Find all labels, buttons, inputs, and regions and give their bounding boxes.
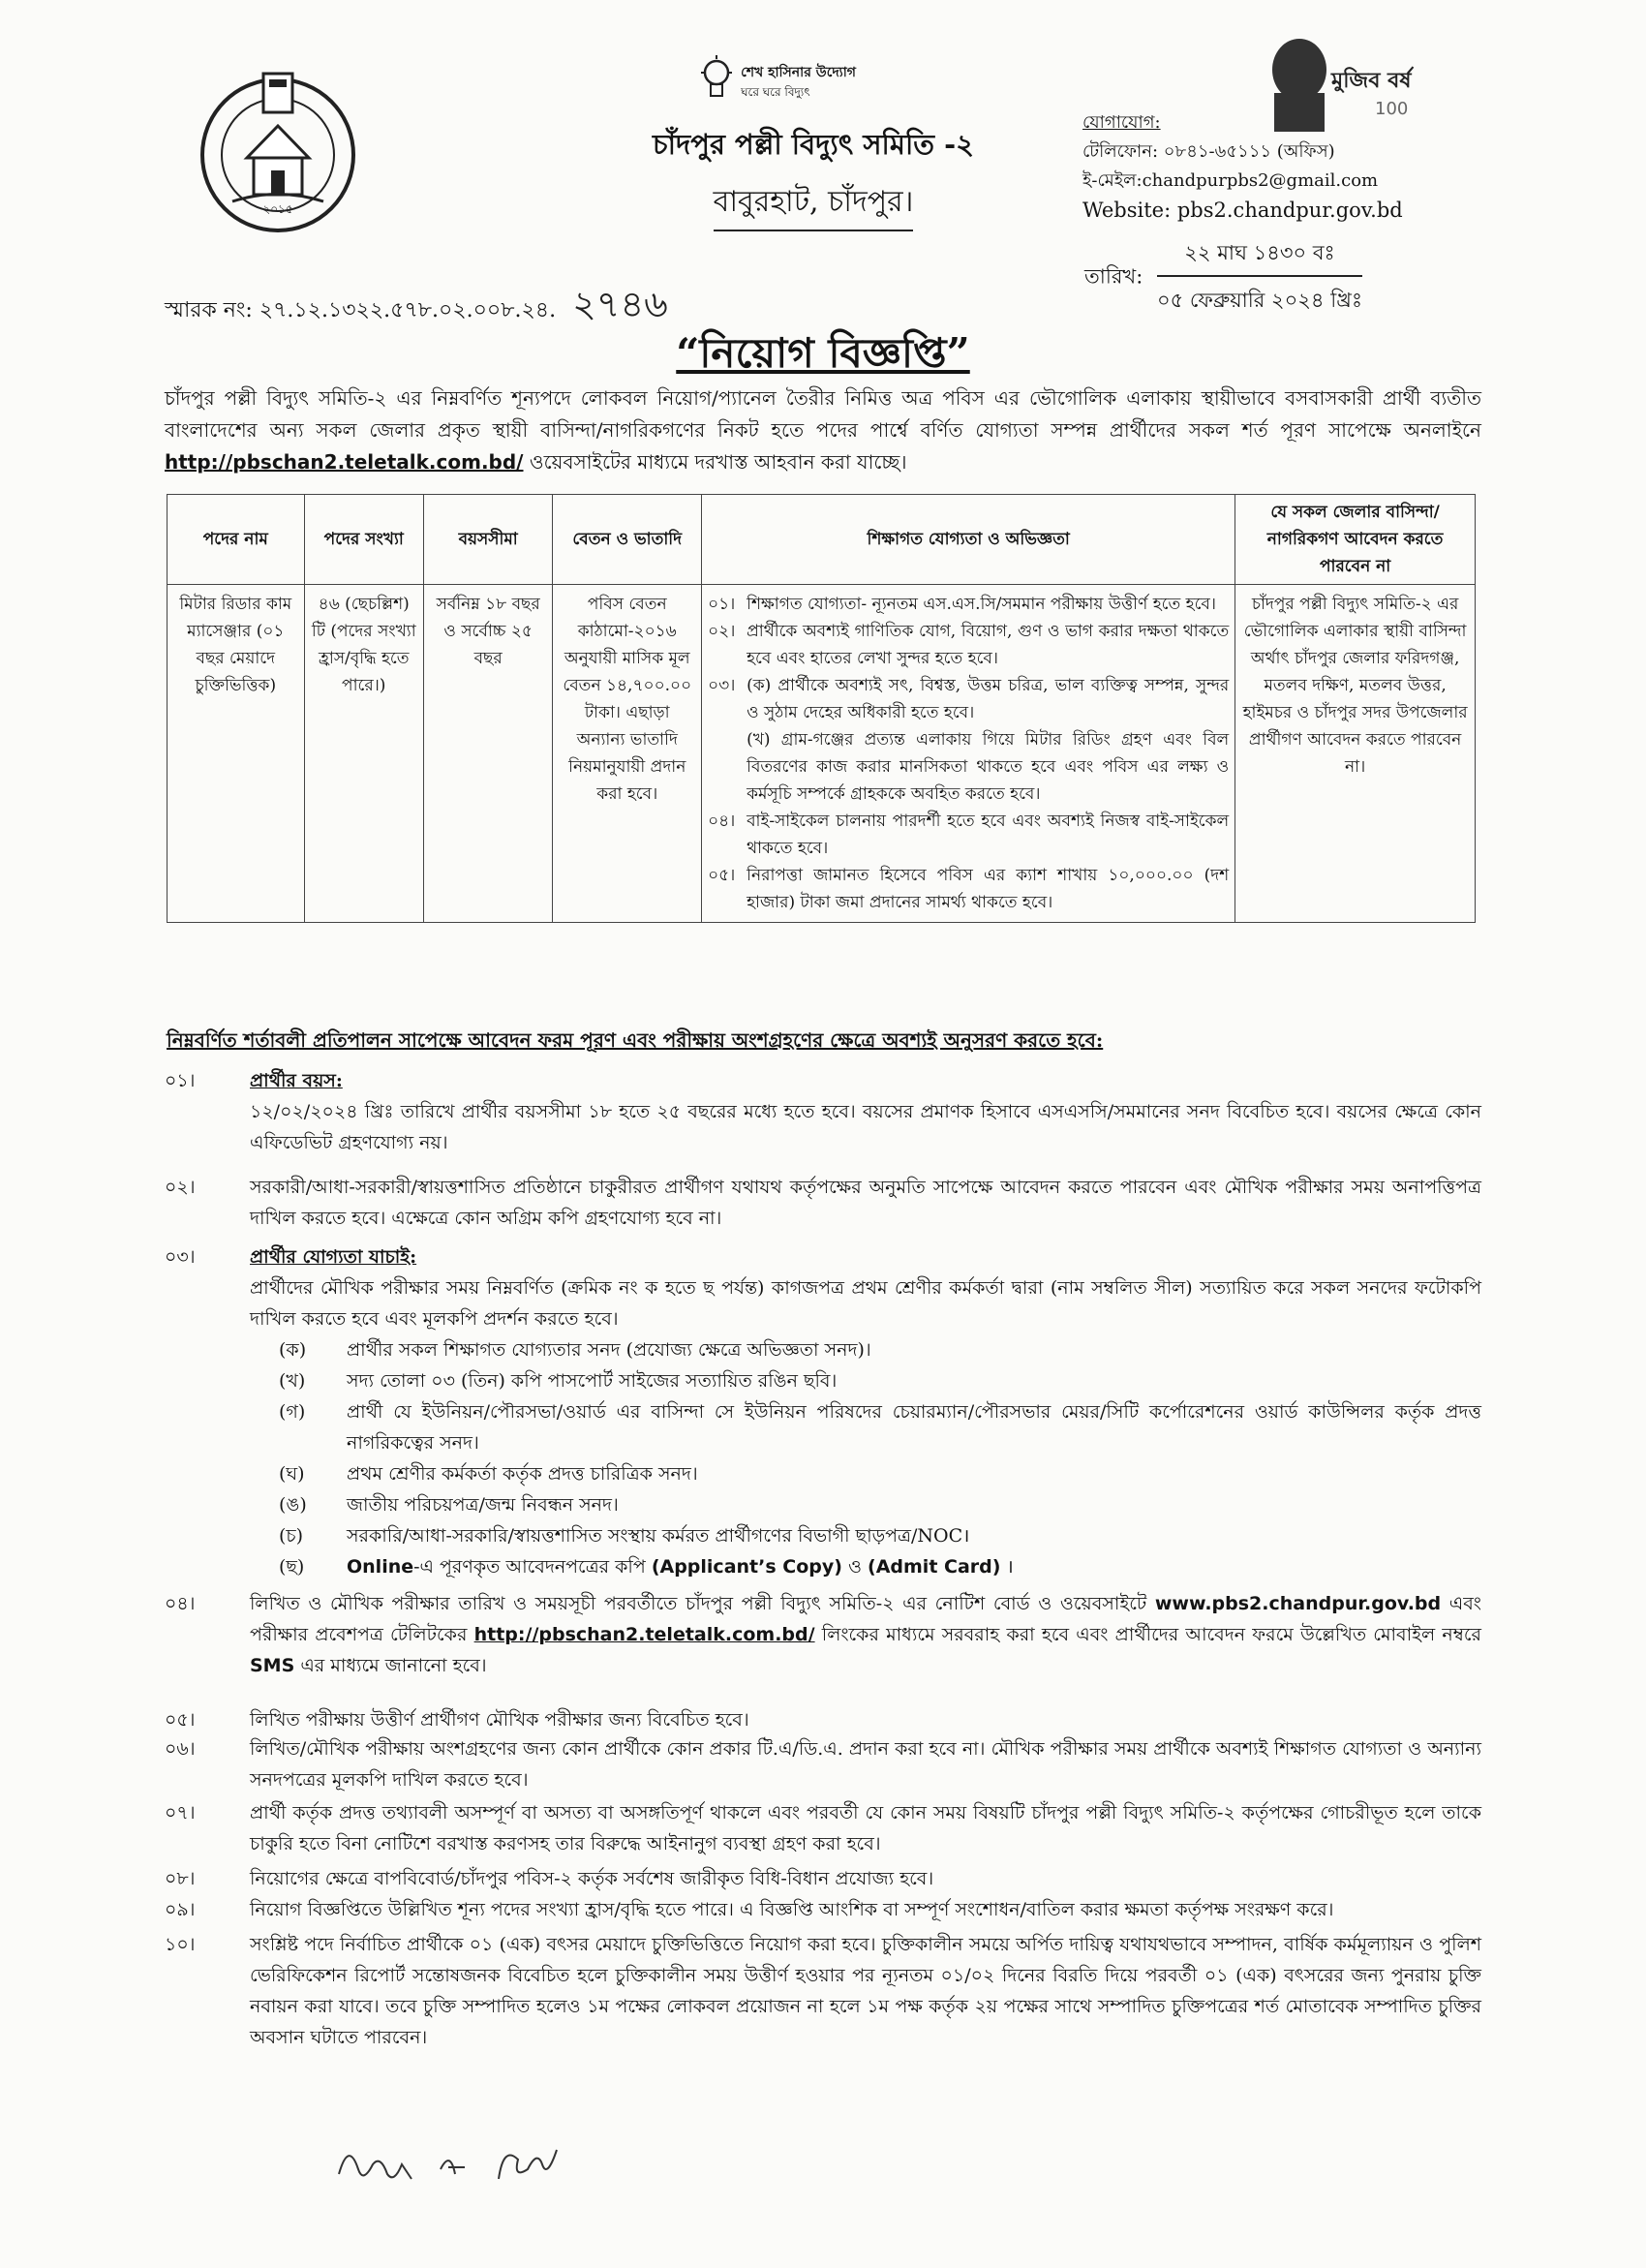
condition-number: ০৬। [165,1738,196,1760]
header-qualification: শিক্ষাগত যোগ্যতা ও অভিজ্ঞতা [702,495,1235,585]
intro-paragraph [165,383,1481,478]
qualification-text: (খ) গ্রাম-গঞ্জের প্রত্যন্ত এলাকায় গিয়ে মিটার রিডিং গ্রহণ এবং বিল বিতরণের কাজ করার মানসিকতা থাকতে হবে এবং পবিস এর লক্ষ্য ও কর্মসূচি সম্পর্কে গ্রাহককে অবহিত করতে হবে। [747,730,1230,804]
condition-heading: প্রার্থীর বয়স: [250,1070,343,1091]
condition-text: ১২/০২/২০২৪ খ্রিঃ তারিখে প্রার্থীর বয়সসীমা ১৮ হতে ২৫ বছরের মধ্যে হতে হবে। বয়সের প্রমাণক হিসাবে এসএসসি/সমমানের সনদ বিবেচিত হবে। বয়সের ক্ষেত্রে কোন এফিডেভিট গ্রহণযোগ্য নয়। [250,1101,1481,1153]
email[interactable]: ই-মেইল:chandpurpbs2@gmail.com [1082,170,1379,191]
item-letter: (ক) [279,1339,307,1361]
condition-1 [165,1065,1481,1158]
sms-label: SMS [250,1655,295,1676]
qualification-text: (ক) প্রার্থীকে অবশ্যই সৎ, বিশ্বস্ত, উত্তম চরিত্র, ভাল ব্যক্তিত্ব সম্পন্ন, সুন্দর ও সুঠাম দেহের অধিকারী হতে হবে। [747,676,1230,722]
cell-qualifications [702,585,1235,923]
header-age: বয়সসীমা [423,495,552,585]
qualification-item [708,862,1229,916]
condition-text: লিংকের মাধ্যমে সরবরাহ করা হবে এবং প্রার্থীদের আবেদন ফরমে উল্লেখিত মোবাইল নম্বরে [821,1624,1481,1645]
document-item [279,1365,1481,1396]
date-label: তারিখ: [1084,264,1143,289]
condition-5 [165,1704,1481,1735]
website[interactable]: Website: pbs2.chandpur.gov.bd [1082,199,1403,222]
cell-salary: পবিস বেতন কাঠামো-২০১৬ অনুযায়ী মাসিক মূল বেতন ১৪,৭০০.০০ টাকা। এছাড়া অন্যান্য ভাতাদি নিয়মানুযায়ী প্রদান করা হবে। [553,585,702,923]
condition-text: এবং পরীক্ষার প্রবেশপত্র টেলিটকের [250,1593,1481,1645]
qualification-num: ০৫। [708,866,736,885]
condition-number: ০৮। [165,1868,196,1889]
conditions-heading: নিম্নবর্ণিত শর্তাবলী প্রতিপালন সাপেক্ষে আবেদন ফরম পূরণ এবং পরীক্ষায় অংশগ্রহণের ক্ষেত্রে অবশ্যই অনুসরণ করতে হবে: [167,1028,1104,1052]
qualification-text: নিরাপত্তা জামানত হিসেবে পবিস এর ক্যাশ শাখায় ১০,০০০.০০ (দশ হাজার) টাকা জমা প্রদানের সামর্থ্য থাকতে হবে। [747,866,1230,912]
lightbulb-icon [697,53,736,111]
document-item [279,1520,1481,1551]
item-text: প্রার্থী যে ইউনিয়ন/পৌরসভা/ওয়ার্ড এর বাসিন্দা সে ইউনিয়ন পরিষদের চেয়ারম্যান/পৌরসভার মেয়র/সিটি কর্পোরেশনের ওয়ার্ড কাউন্সিলর কর্তৃক প্রদত্ত নাগরিকত্বের সনদ। [347,1401,1481,1454]
qualification-num [708,726,747,808]
teletalk-link[interactable]: http://pbschan2.teletalk.com.bd/ [473,1624,815,1645]
mujib-badge-text: মুজিব বর্ষ [1331,69,1412,93]
condition-text: সংশ্লিষ্ট পদে নির্বাচিত প্রার্থীকে ০১ (এক) বৎসর মেয়াদে চুক্তিভিত্তিতে নিয়োগ করা হবে। চুক্তিকালীন সময়ে অর্পিত দায়িত্ব যথাযথভাবে সম্পাদন, বার্ষিক কর্মমূল্যায়ন ও পুলিশ ভেরিফিকেশন রিপোর্ট সন্তোষজনক বিবেচিত হলে চুক্তিকালীন সময় উত্তীর্ণ হওয়ার পর ন্যূনতম ০১/০২ দিনের বিরতি দিয়ে পরবর্তী ০১ (এক) বৎসরের জন্য পুনরায় চুক্তি নবায়ন করা যাবে। তবে চুক্তি সম্পাদিত হলেও ১ম পক্ষের লোকবল প্রয়োজন না হলে ১ম পক্ষ কর্তৃক ২য় পক্ষের সাথে সম্পাদিত চুক্তিপত্রের শর্ত মোতাবেক সম্পাদিত চুক্তির অবসান ঘটাতে পারবেন। [250,1934,1481,2048]
item-letter: (গ) [279,1401,306,1423]
condition-heading: প্রার্থীর যোগ্যতা যাচাই: [250,1246,417,1268]
date-bangla: ২২ মাঘ ১৪৩০ বঃ [1157,237,1362,277]
item-letter: (ঙ) [279,1494,307,1516]
condition-text: প্রার্থী কর্তৃক প্রদত্ত তথ্যাবলী অসম্পূর্ণ বা অসত্য বা অসঙ্গতিপূর্ণ থাকলে এবং পরবর্তী যে কোন সময় বিষয়টি চাঁদপুর পল্লী বিদ্যুৎ সমিতি-২ কর্তৃপক্ষের গোচরীভূত হলে তাকে চাকুরি হতে বিনা নোটিশে বরখাস্ত করণসহ তার বিরুদ্ধে আইনানুগ ব্যবস্থা গ্রহণ করা হবে। [250,1802,1481,1854]
header-excluded: যে সকল জেলার বাসিন্দা/নাগরিকগণ আবেদন করতে পারবেন না [1235,495,1476,585]
application-link[interactable]: http://pbschan2.teletalk.com.bd/ [165,450,524,474]
condition-2 [165,1172,1481,1234]
item-conjunction: ও [847,1556,862,1578]
handwritten-signature [334,2130,586,2198]
qualification-item [708,726,1229,808]
condition-number: ০৭। [165,1802,196,1824]
document-item [279,1489,1481,1520]
date-block [1084,237,1362,319]
condition-text: নিয়োগের ক্ষেত্রে বাপবিবোর্ড/চাঁদপুর পবিস-২ কর্তৃক সর্বশেষ জারীকৃত বিধি-বিধান প্রযোজ্য হবে। [250,1868,934,1889]
qualification-num: ০৩। [708,676,736,695]
qualification-num: ০২। [708,622,736,641]
applicant-copy-label: (Applicant’s Copy) [651,1556,842,1578]
condition-7 [165,1797,1481,1859]
condition-8 [165,1863,1481,1894]
pbs-website-link[interactable]: www.pbs2.chandpur.gov.bd [1154,1593,1442,1614]
condition-number: ০২। [165,1177,196,1198]
online-label: Online [347,1556,414,1578]
organization-name: চাঁদপুর পল্লী বিদ্যুৎ সমিতি -২ [652,128,974,161]
item-text: প্রার্থীর সকল শিক্ষাগত যোগ্যতার সনদ (প্রযোজ্য ক্ষেত্রে অভিজ্ঞতা সনদ)। [347,1339,871,1361]
memo-number: ২৭৪৬ [572,283,668,325]
cell-post: মিটার রিডার কাম ম্যাসেঞ্জার (০১ বছর মেয়াদে চুক্তিভিত্তিক) [168,585,305,923]
item-letter: (খ) [279,1370,306,1392]
qualification-num: ০১। [708,595,736,614]
header-count: পদের সংখ্যা [304,495,423,585]
condition-text: লিখিত/মৌখিক পরীক্ষায় অংশগ্রহণের জন্য কোন প্রার্থীকে কোন প্রকার টি.এ/ডি.এ. প্রদান করা হবে না। মৌখিক পরীক্ষার সময় প্রার্থীকে অবশ্যই শিক্ষাগত যোগ্যতা ও অন্যান্য সনদপত্রের মূলকপি দাখিল করতে হবে। [250,1738,1481,1791]
qualification-text: বাই-সাইকেল চালনায় পারদর্শী হতে হবে এবং অবশ্যই নিজস্ব বাই-সাইকেল থাকতে হবে। [747,812,1230,858]
svg-text:100: 100 [1375,99,1409,119]
organization-address: বাবুরহাট, চাঁদপুর। [714,178,914,231]
condition-text: এর মাধ্যমে জানানো হবে। [300,1655,487,1676]
condition-number: ০৩। [165,1246,196,1268]
tagline: শেখ হাসিনার উদ্যোগ [741,65,856,80]
cell-count: ৪৬ (ছেচল্লিশ) টি (পদের সংখ্যা হ্রাস/বৃদ্ধি হতে পারে।) [304,585,423,923]
item-text: জাতীয় পরিচয়পত্র/জন্ম নিবন্ধন সনদ। [347,1494,619,1516]
item-text: প্রথম শ্রেণীর কর্মকর্তা কর্তৃক প্রদত্ত চারিত্রিক সনদ। [347,1463,698,1485]
qualification-text: প্রার্থীকে অবশ্যই গাণিতিক যোগ, বিয়োগ, গুণ ও ভাগ করার দক্ষতা থাকতে হবে এবং হাতের লেখা সুন্দর হতে হবে। [747,622,1230,668]
document-item [279,1334,1481,1365]
condition-text: প্রার্থীদের মৌখিক পরীক্ষার সময় নিম্নবর্ণিত (ক্রমিক নং ক হতে ছ পর্যন্ত) কাগজপত্র প্রথম শ্রেণীর কর্মকর্তা দ্বারা (নাম সম্বলিত সীল) সত্যায়িত করে সকল সনদের ফটোকপি দাখিল করতে হবে এবং মূলকপি প্রদর্শন করতে হবে। [250,1277,1481,1330]
condition-text: সরকারী/আধা-সরকারী/স্বায়ত্তশাসিত প্রতিষ্ঠানে চাকুরীরত প্রার্থীগণ যথাযথ কর্তৃপক্ষের অনুমতি সাপেক্ষে আবেদন করতে পারবেন এবং মৌখিক পরীক্ষার সময় অনাপত্তিপত্র দাখিল করতে হবে। এক্ষেত্রে কোন অগ্রিম কপি গ্রহণযোগ্য হবে না। [250,1177,1481,1229]
condition-6 [165,1733,1481,1795]
condition-number: ০৪। [165,1593,196,1614]
qualification-item [708,672,1229,726]
document-item [279,1396,1481,1458]
intro-text: চাঁদপুর পল্লী বিদ্যুৎ সমিতি-২ এর নিম্নবর্ণিত শূন্যপদে লোকবল নিয়োগ/প্যানেল তৈরীর নিমিত্ত অত্র পবিস এর ভৌগোলিক এলাকায় স্থায়ীভাবে বসবাসকারী প্রার্থী ব্যতীত বাংলাদেশের অন্য সকল জেলার প্রকৃত স্থায়ী বাসিন্দা/নাগরিকগণের নিকট হতে পদের পার্শ্বে বর্ণিত যোগ্যতা সম্পন্ন প্রার্থীদের সকল শর্ত পূরণ সাপেক্ষে অনলাইনে [165,386,1481,442]
table-row [168,585,1476,923]
condition-text: লিখিত পরীক্ষায় উত্তীর্ণ প্রার্থীগণ মৌখিক পরীক্ষার জন্য বিবেচিত হবে। [250,1709,749,1731]
condition-number: ১০। [165,1934,196,1955]
admit-card-label: (Admit Card) [868,1556,1001,1578]
item-text: -এ পূরণকৃত আবেদনপত্রের কপি [413,1556,646,1578]
qualification-item [708,618,1229,672]
document-item [279,1458,1481,1489]
tagline-sub: ঘরে ঘরে বিদ্যুৎ [741,85,810,99]
condition-9 [165,1894,1481,1925]
notice-title: “নিয়োগ বিজ্ঞপ্তি” [676,329,970,377]
document-item [279,1551,1481,1582]
item-text: সদ্য তোলা ০৩ (তিন) কপি পাসপোর্ট সাইজের সত্যায়িত রঙিন ছবি। [347,1370,838,1392]
item-end: । [1006,1556,1014,1578]
item-text: সরকারি/আধা-সরকারি/স্বায়ত্তশাসিত সংস্থায় কর্মরত প্রার্থীগণের বিভাগী ছাড়পত্র/NOC। [347,1525,970,1547]
tagline-block [697,53,949,111]
condition-text: লিখিত ও মৌখিক পরীক্ষার তারিখ ও সময়সূচী পরবর্তীতে চাঁদপুর পল্লী বিদ্যুৎ সমিতি-২ এর নোটিশ বোর্ড ও ওয়েবসাইটে [250,1593,1147,1614]
contact-block [1082,108,1403,225]
cell-excluded: চাঁদপুর পল্লী বিদ্যুৎ সমিতি-২ এর ভৌগোলিক এলাকার স্থায়ী বাসিন্দা অর্থাৎ চাঁদপুর জেলার ফরিদগঞ্জ, মতলব দক্ষিণ, মতলব উত্তর, হাইমচর ও চাঁদপুর সদর উপজেলার প্রার্থীগণ আবেদন করতে পারবেন না। [1235,585,1476,923]
condition-3 [165,1241,1481,1582]
organization-header [542,53,1084,231]
qualification-item [708,808,1229,862]
header-post: পদের নাম [168,495,305,585]
header-salary: বেতন ও ভাতাদি [553,495,702,585]
cell-age: সর্বনিম্ন ১৮ বছর ও সর্বোচ্চ ২৫ বছর [423,585,552,923]
condition-number: ০৫। [165,1709,196,1731]
intro-text-after: ওয়েবসাইটের মাধ্যমে দরখাস্ত আহবান করা যাচ্ছে। [529,450,907,474]
svg-text:২০১৫: ২০১৫ [262,202,293,216]
date-gregorian: ০৫ ফেব্রুয়ারি ২০২৪ খ্রিঃ [1156,289,1363,312]
qualification-num: ০৪। [708,812,736,831]
contact-label: যোগাযোগ: [1082,112,1161,133]
condition-number: ০১। [165,1070,196,1091]
phone: টেলিফোন: ০৮৪১-৬৫১১১ (অফিস) [1082,141,1335,162]
pbs-logo [194,66,363,235]
qualification-item [708,591,1229,618]
qualification-text: শিক্ষাগত যোগ্যতা- ন্যূনতম এস.এস.সি/সমমান পরীক্ষায় উত্তীর্ণ হতে হবে। [747,595,1216,614]
table-header-row [168,495,1476,585]
item-letter: (চ) [279,1525,304,1547]
item-letter: (ঘ) [279,1463,305,1485]
job-table [167,494,1476,923]
condition-text: নিয়োগ বিজ্ঞপ্তিতে উল্লিখিত শূন্য পদের সংখ্যা হ্রাস/বৃদ্ধি হতে পারে। এ বিজ্ঞপ্তি আংশিক বা সম্পূর্ণ সংশোধন/বাতিল করার ক্ষমতা কর্তৃপক্ষ সংরক্ষণ করে। [250,1899,1334,1920]
memo-label: স্মারক নং: ২৭.১২.১৩২২.৫৭৮.০২.০০৮.২৪. [165,298,557,322]
item-letter: (ছ) [279,1556,305,1578]
condition-number: ০৯। [165,1899,196,1920]
condition-10 [165,1929,1481,2053]
condition-4 [165,1588,1481,1681]
